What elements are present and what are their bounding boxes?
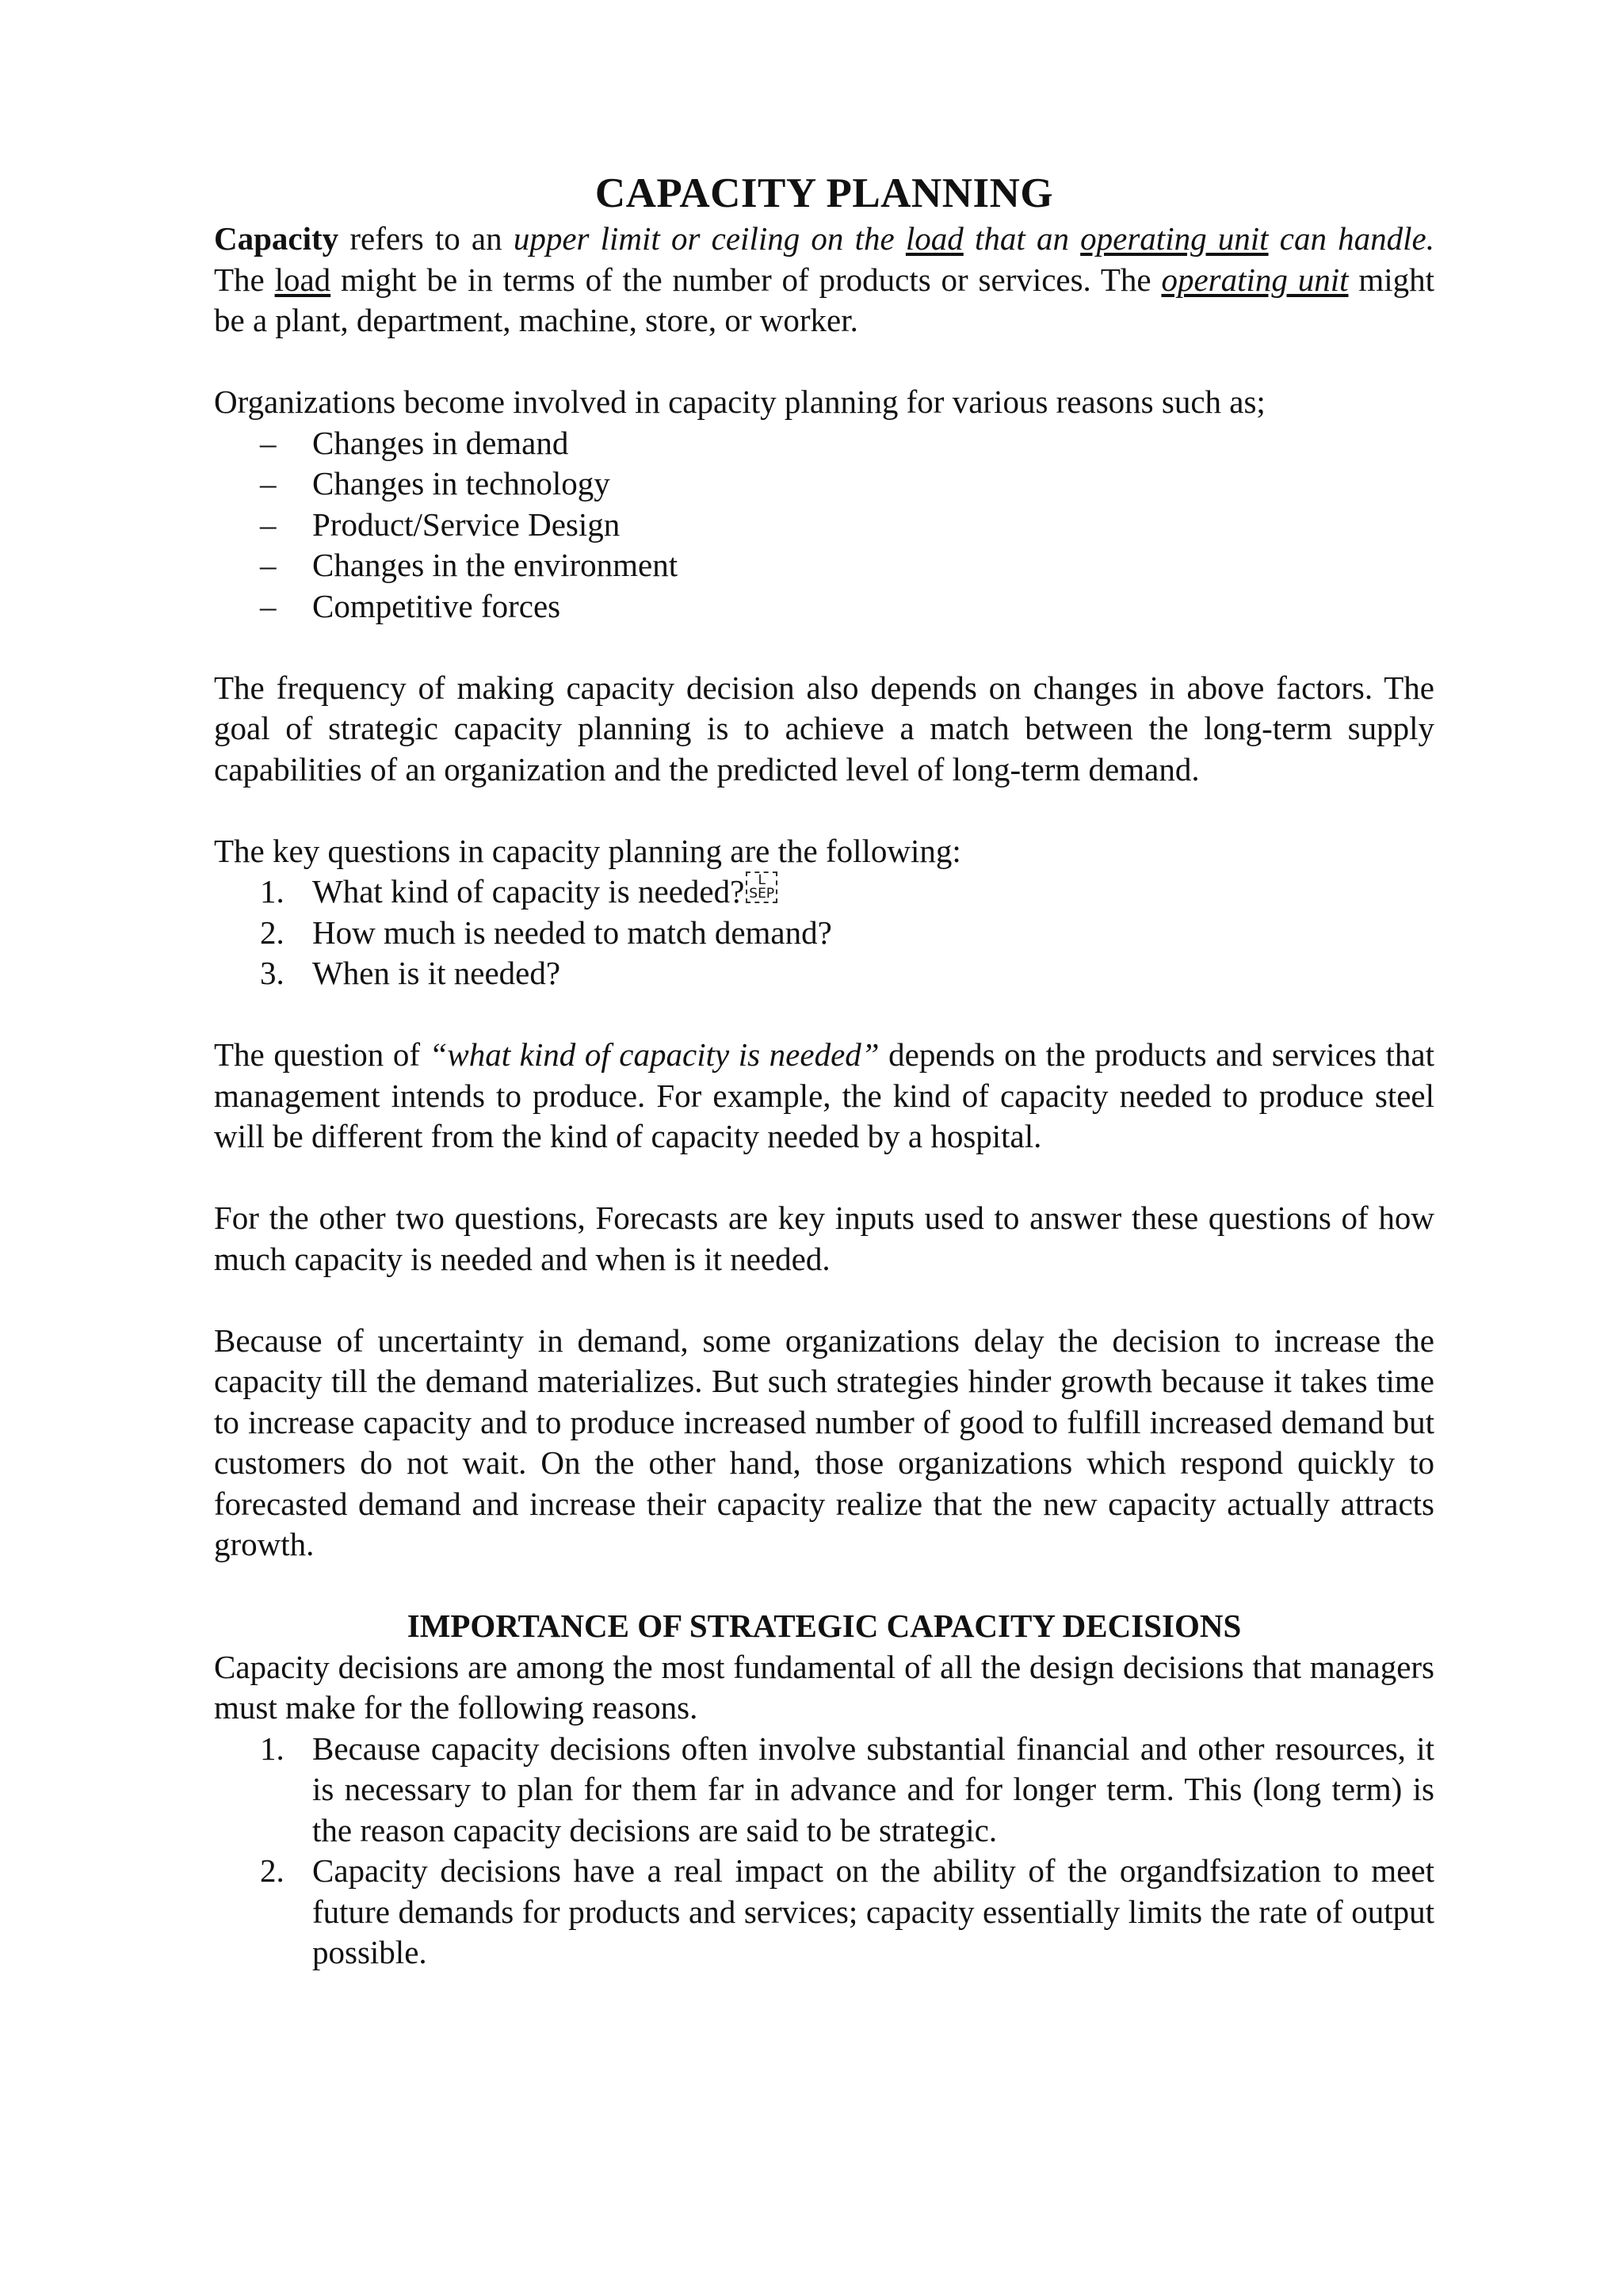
questions-intro: The key questions in capacity planning are the following:: [214, 832, 961, 869]
intro-italic-3: can handle.: [1268, 220, 1434, 257]
quoted-question: “what kind of capacity is needed”: [429, 1036, 880, 1073]
intro-text-2: The: [214, 261, 275, 298]
importance-intro: Capacity decisions are among the most fundamental of all the design decisions that managers must make for the following reasons.: [214, 1648, 1434, 1726]
list-item: – Changes in demand: [214, 423, 1434, 464]
intro-italic-2: that an: [963, 220, 1081, 257]
intro-load-underlined: load: [274, 261, 331, 298]
spacer: [214, 627, 1434, 668]
list-item: 2. How much is needed to match demand?: [214, 913, 1434, 954]
intro-text-4: might be a plant, department, machine, store, or worker.: [214, 261, 1434, 338]
forecast-paragraph: For the other two questions, Forecasts are key inputs used to answer these questions of how much capacity is needed and when is it needed.: [214, 1199, 1434, 1277]
intro-operating-unit-italic: operating unit: [1161, 261, 1349, 298]
separator-glyph-icon: L SEP: [746, 871, 777, 903]
capacity-term: Capacity: [214, 220, 339, 257]
spacer: [214, 1158, 1434, 1199]
uncertainty-paragraph: Because of uncertainty in demand, some organizations delay the decision to increase the capacity till the demand materializes. But such strategies hinder growth because it takes time to increase capacity and to produce increased number of good to fulfill increased demand but customers do not wait. On the other hand, those organizations which respond quickly to forecasted demand and increase their capacity realize that the new capacity actually attracts growth.: [214, 1322, 1434, 1562]
list-item: 2. Capacity decisions have a real impact on the ability of the organdfsization to meet future demands for products and services; capacity essentially limits the rate of output possible.: [260, 1852, 1434, 1970]
spacer: [214, 1280, 1434, 1321]
dash-marker: –: [260, 547, 277, 583]
intro-italic-load: load: [905, 220, 964, 257]
list-item: – Product/Service Design: [214, 505, 1434, 546]
dash-marker: –: [260, 424, 277, 461]
list-item: – Changes in technology: [214, 463, 1434, 505]
list-number: 3.: [260, 955, 285, 991]
list-number: 1.: [260, 1730, 285, 1767]
spacer: [214, 341, 1434, 383]
spacer: [214, 1566, 1434, 1607]
frequency-paragraph: The frequency of making capacity decision also depends on changes in above factors. The goal of strategic capacity planning is to achieve a match between the long-term supply capabilities of an organization and the predicted level of long-term demand.: [214, 669, 1434, 788]
kind-of-capacity-paragraph: The question of “what kind of capacity is needed” depends on the products and services that management intends to produce. For example, the kind of capacity needed to produce steel will be different from the kind of capacity needed by a hospital.: [214, 1036, 1434, 1154]
capacity-definition-paragraph: [214, 219, 1434, 341]
list-item: – Changes in the environment: [214, 545, 1434, 586]
dash-marker: –: [260, 465, 277, 502]
intro-italic-1: upper limit or ceiling on the: [513, 220, 906, 257]
page-title: CAPACITY PLANNING: [594, 170, 1054, 216]
list-item: 1. Because capacity decisions often involve substantial financial and other resources, it is necessary to plan for them far in advance and for longer term. This (long term) is the reason capacity decisions are said to be strategic.: [260, 1730, 1434, 1848]
list-item: – Competitive forces: [214, 586, 1434, 627]
spacer: [214, 790, 1434, 831]
list-number: 2.: [260, 913, 285, 951]
list-number: 1.: [260, 873, 285, 910]
intro-text-3: might be in terms of the number of products or services. The: [330, 261, 1162, 298]
document-page: [214, 168, 1434, 1974]
intro-text-1: refers to an: [338, 220, 514, 257]
list-number: 2.: [260, 1852, 285, 1889]
list-item: 3. When is it needed?: [214, 953, 1434, 994]
questions-list: [214, 871, 1434, 994]
reasons-intro: Organizations become involved in capacity planning for various reasons such as;: [214, 383, 1266, 420]
section-heading: IMPORTANCE OF STRATEGIC CAPACITY DECISIONS: [407, 1608, 1242, 1644]
spacer: [214, 994, 1434, 1035]
intro-italic-operating-unit: operating unit: [1080, 220, 1269, 257]
dash-marker: –: [260, 505, 277, 543]
dash-marker: –: [260, 587, 277, 624]
reasons-list: [214, 423, 1434, 627]
list-item: 1. What kind of capacity is needed? L SEP: [214, 871, 1434, 913]
importance-list: [214, 1729, 1434, 1974]
